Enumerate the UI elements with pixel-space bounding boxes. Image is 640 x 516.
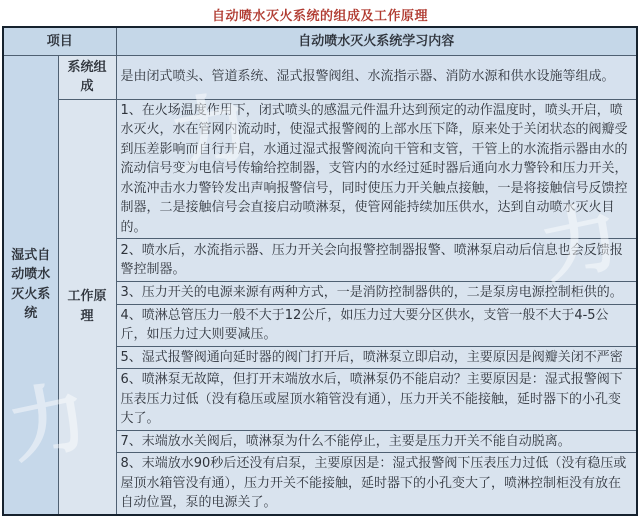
composition-label-cell: 系统组成	[58, 55, 116, 99]
principle-item-cell: 1、在火场温度作用下，闭式喷头的感温元件温升达到预定的动作温度时，喷头开启，喷水灭火，水在管网内流动时，使湿式报警阀的上部水压下降，原来处于关闭状态的阀瓣受到压差影响而自行开启，水通过湿式报警阀流向干管和支管，干管上的水流指示器由水的流动信号变为电信号传输给控制器，支管内的水经过延时器后通向水力警铃和压力开关，水流冲击水力警铃发出声响报警信号，同时使压力开关触点接触，一是将接触信号反馈控制器，二是接触信号会直接启动喷淋泵，使管网能持续加压供水，达到自动喷水灭火目的。	[116, 99, 637, 239]
watermark-glyph: 力	[162, 80, 258, 185]
principle-item-cell: 6、喷淋泵无故障，但打开末端放水后，喷淋泵仍不能启动？主要原因是：湿式报警阀下压表压力过低（没有稳压或屋顶水箱管没有通），压力开关不能接触，延时器下的小孔变大了。	[116, 369, 637, 431]
principle-item-cell: 5、湿式报警阀通向延时器的阀门打开后，喷淋泵立即启动，主要原因是阀瓣关闭不严密	[116, 346, 637, 369]
header-cell-project: 项目	[3, 27, 116, 55]
header-cell-content: 自动喷水灭火系统学习内容	[116, 27, 637, 55]
principle-item-cell: 4、喷淋总管压力一般不大于12公斤，如压力过大要分区供水，支管一般不大于4-5公斤，如压力过大则要减压。	[116, 304, 637, 346]
system-name-cell: 湿式自动喷水灭火系统	[3, 55, 58, 515]
page-title: 自动喷水灭火系统的组成及工作原理	[211, 9, 428, 24]
table-header-row	[3, 27, 637, 55]
content-table	[2, 26, 638, 516]
composition-row	[3, 55, 637, 99]
principle-item-cell: 2、喷水后，水流指示器、压力开关会向报警控制器报警、喷淋泵启动后信息也会反馈报警控制器。	[116, 239, 637, 282]
principle-row-1	[3, 99, 637, 239]
principle-item-cell: 3、压力开关的电源来源有两种方式，一是消防控制器供的，二是泵房电源控制柜供的。	[116, 282, 637, 305]
principle-item-cell: 7、末端放水关阀后，喷淋泵为什么不能停止，主要是压力开关不能自动脱离。	[116, 430, 637, 453]
watermark-glyph: 力	[532, 190, 628, 295]
composition-text-cell: 是由闭式喷头、管道系统、湿式报警阀组、水流指示器、消防水源和供水设施等组成。	[116, 55, 637, 99]
principle-label-cell: 工作原理	[58, 99, 116, 515]
principle-item-cell: 8、末端放水90秒后还没有启泵，主要原因是：湿式报警阀下压表压力过低（没有稳压或屋顶水箱管没有通），压力开关不能接触，延时器下的小孔变大了，喷淋控制柜没有放在自动位置，泵的电源关了。	[116, 453, 637, 515]
watermark-glyph: 力	[0, 370, 96, 475]
